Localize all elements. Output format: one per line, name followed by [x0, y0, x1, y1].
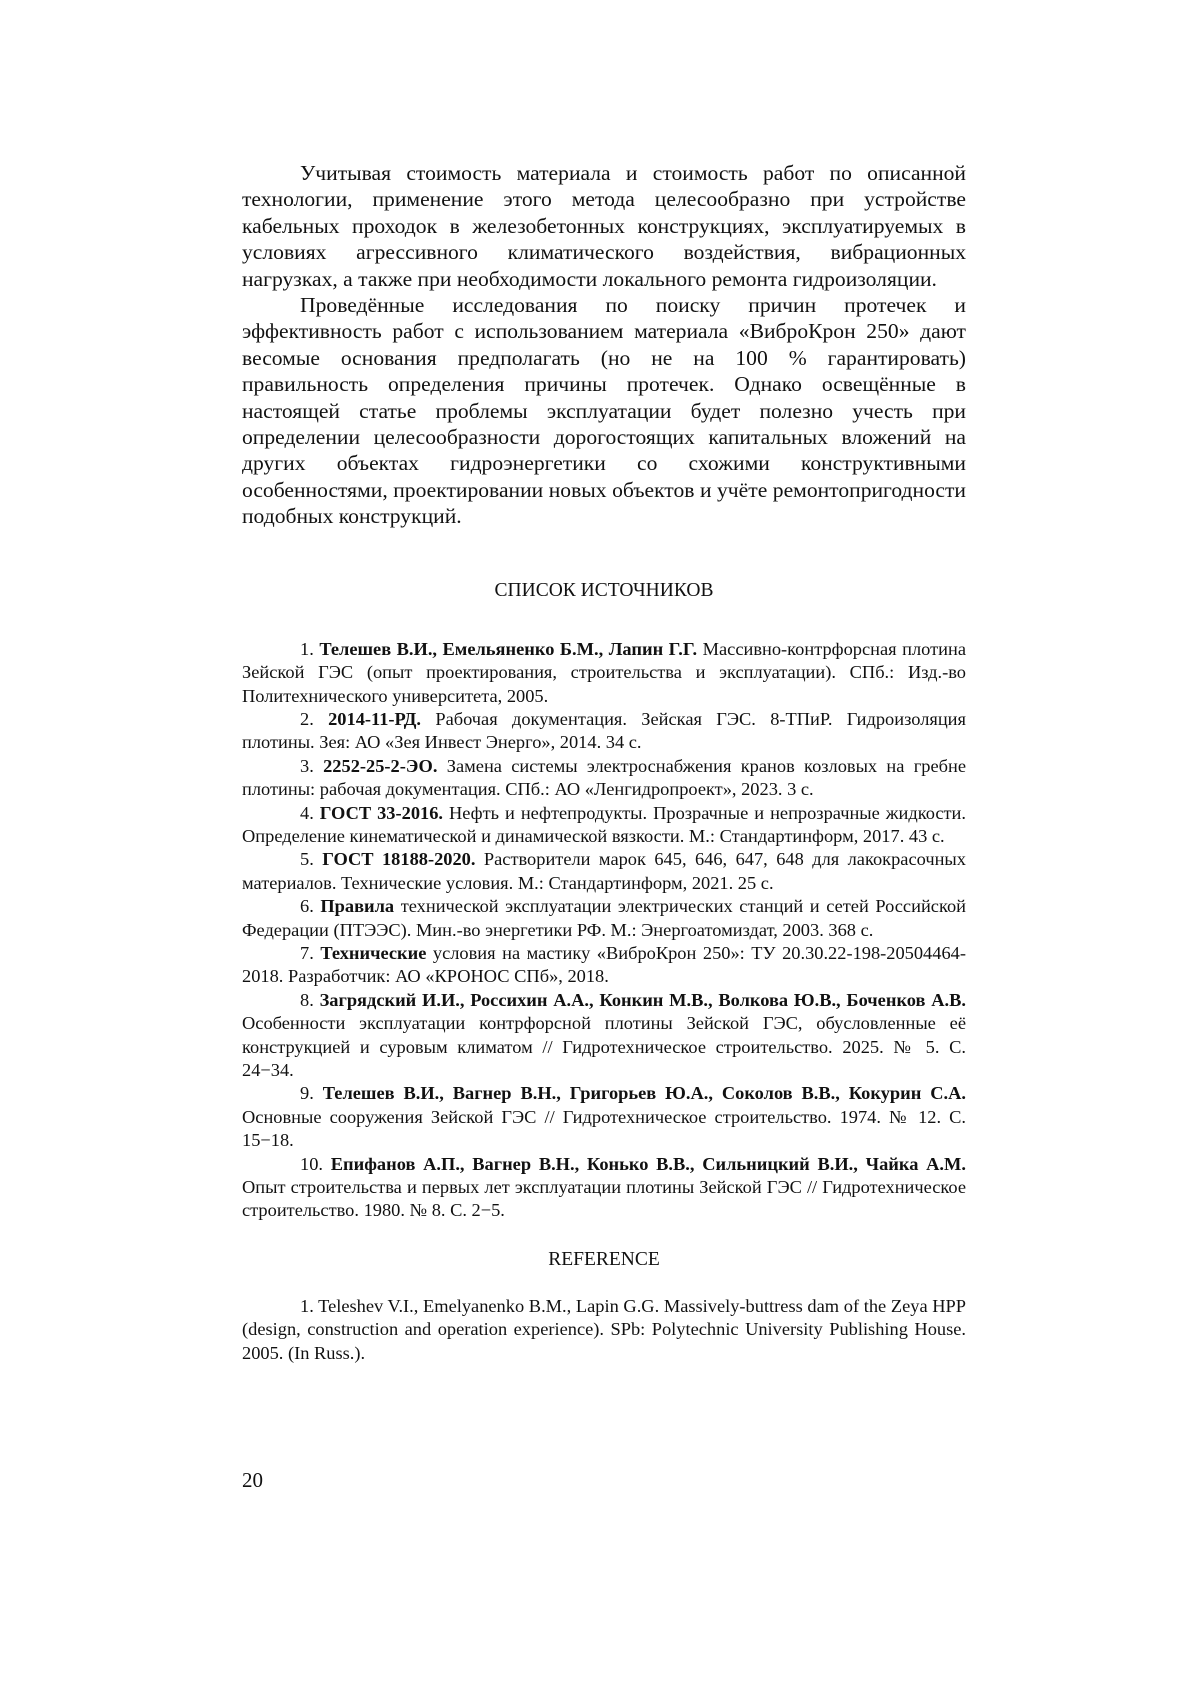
- source-text: Опыт строительства и первых лет эксплуатации плотины Зейской ГЭС // Гидротехническое строительство. 1980. № 8. С. 2−5.: [242, 1177, 966, 1221]
- source-text: технической эксплуатации электрических станций и сетей Российской Федерации (ПТЭЭС). Мин.-во энергетики РФ. М.: Энергоатомиздат, 2003. 368 с.: [242, 896, 966, 940]
- source-authors: Правила: [320, 896, 395, 917]
- reference-heading: REFERENCE: [548, 1248, 660, 1270]
- page-content: [242, 160, 966, 1365]
- reference-text: Teleshev V.I., Emelyanenko B.M., Lapin G.G. Massively-buttress dam of the Zeya HPP (design, construction and operation experience). SPb: Polytechnic University Publishing House. 2005. (In Russ.).: [242, 1295, 967, 1363]
- source-authors: Телешев В.И., Емельяненко Б.М., Лапин Г.Г.: [319, 638, 698, 659]
- body-text: [242, 160, 966, 530]
- source-text: Основные сооружения Зейской ГЭС // Гидротехническое строительство. 1974. № 12. С. 15−18.: [242, 1106, 966, 1151]
- source-number: 5.: [300, 849, 314, 870]
- source-text: Нефть и нефтепродукты. Прозрачные и непрозрачные жидкости. Определение кинематической и динамической вязкости. М.: Стандартинформ, 2017. 43 с.: [242, 802, 966, 846]
- source-authors: Технические: [320, 942, 427, 963]
- source-item: [242, 942, 966, 989]
- source-item: [242, 989, 966, 1083]
- source-authors: Загрядский И.И., Россихин А.А., Конкин М.В., Волкова Ю.В., Боченков А.В.: [319, 989, 966, 1010]
- page-number: 20: [242, 1468, 263, 1492]
- source-item: [242, 1153, 966, 1223]
- source-item: [242, 1082, 966, 1152]
- source-item: [242, 755, 966, 802]
- reference-item: [242, 1295, 966, 1365]
- source-text: Особенности эксплуатации контрфорсной плотины Зейской ГЭС, обусловленные её конструкцией и суровым климатом // Гидротехническое строительство. 2025. № 5. С. 24−34.: [242, 1013, 966, 1080]
- source-number: 9.: [300, 1083, 314, 1104]
- source-item: [242, 708, 966, 755]
- paragraph: Учитывая стоимость материала и стоимость работ по описанной технологии, применение этого метода целесообразно при устройстве кабельных проходок в железобетонных конструкциях, эксплуатируемых в условиях агрессивного климатического воздействия, вибрационных нагрузках, а также при необходимости локального ремонта гидроизоляции.: [242, 161, 966, 291]
- source-number: 2.: [300, 708, 314, 729]
- source-number: 8.: [300, 989, 314, 1010]
- paragraph: Проведённые исследования по поиску причин протечек и эффективность работ с использованием материала «ВиброКрон 250» дают весомые основания предполагать (но не на 100 % гарантировать) правильность определения причины протечек. Однако освещённые в настоящей статье проблемы эксплуатации будет полезно учесть при определении целесообразности дорогостоящих капитальных вложений на других объектах гидроэнергетики со схожими конструктивными особенностями, проектировании новых объектов и учёте ремонтопригодности подобных конструкций.: [242, 293, 966, 529]
- source-item: [242, 802, 966, 849]
- source-item: [242, 895, 966, 942]
- reference-number: 1.: [300, 1295, 314, 1316]
- source-text: Массивно-контрфорсная плотина Зейской ГЭС (опыт проектирования, строительства и эксплуатации). СПб.: Изд.-во Политехнического университета, 2005.: [242, 638, 966, 706]
- source-number: 6.: [300, 896, 314, 917]
- source-number: 10.: [300, 1153, 323, 1174]
- source-text: условия на мастику «ВиброКрон 250»: ТУ 20.30.22-198-20504464-2018. Разработчик: АО «КРОНОС СПб», 2018.: [242, 942, 966, 987]
- source-item: [242, 638, 966, 708]
- source-authors: 2252-25-2-ЭО.: [323, 755, 438, 776]
- source-item: [242, 848, 966, 895]
- source-text: Растворители марок 645, 646, 647, 648 для лакокрасочных материалов. Технические условия. М.: Стандартинформ, 2021. 25 с.: [242, 849, 966, 893]
- sources-list: [242, 638, 966, 1223]
- source-authors: ГОСТ 18188-2020.: [322, 849, 476, 870]
- source-text: Рабочая документация. Зейская ГЭС. 8-ТПиР. Гидроизоляция плотины. Зея: АО «Зея Инвест Энерго», 2014. 34 с.: [242, 708, 966, 753]
- source-authors: ГОСТ 33-2016.: [319, 802, 443, 823]
- reference-list: [242, 1295, 966, 1365]
- source-authors: 2014-11-РД.: [328, 708, 422, 729]
- source-text: Замена системы электроснабжения кранов козловых на гребне плотины: рабочая документация. СПб.: АО «Ленгидропроект», 2023. 3 с.: [242, 755, 966, 800]
- source-number: 3.: [300, 755, 314, 776]
- source-authors: Телешев В.И., Вагнер В.Н., Григорьев Ю.А., Соколов В.В., Кокурин С.А.: [322, 1083, 966, 1104]
- source-number: 1.: [300, 638, 314, 659]
- source-authors: Епифанов А.П., Вагнер В.Н., Конько В.В., Сильницкий В.И., Чайка А.М.: [330, 1153, 966, 1174]
- source-number: 7.: [300, 942, 314, 963]
- sources-heading: СПИСОК ИСТОЧНИКОВ: [494, 579, 714, 601]
- source-number: 4.: [300, 802, 314, 823]
